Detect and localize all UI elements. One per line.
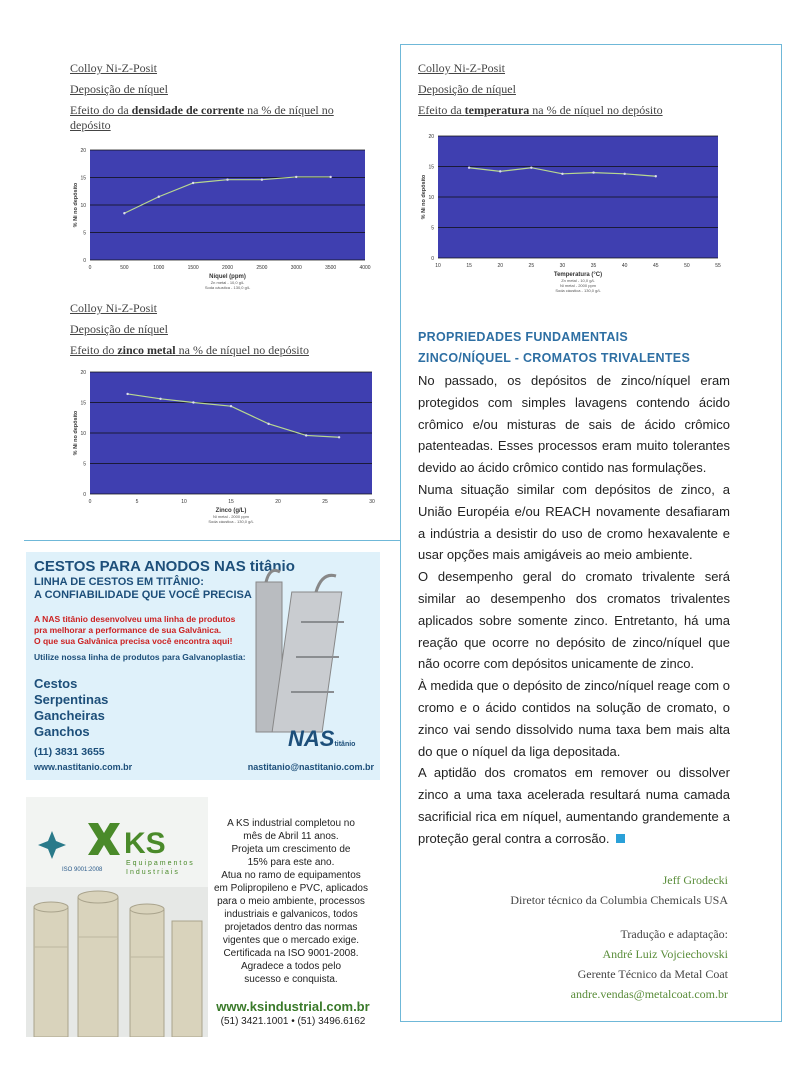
list-item: Serpentinas [34, 692, 109, 707]
x-axis-label: Temperatura (°C) [553, 272, 603, 278]
chart-2 [418, 128, 728, 305]
list-item: Gancheiras [34, 708, 105, 723]
data-point [267, 423, 269, 425]
y-tick-label: 15 [428, 164, 434, 171]
data-point [655, 175, 657, 177]
svg-text:Industriais: Industriais [126, 869, 180, 876]
chart-note: Ni metal - 2000 ppm [559, 283, 597, 288]
chart-note: Soda cáustica - 130,0 g/L [555, 288, 601, 293]
data-point [123, 212, 125, 214]
nas-website-link[interactable]: www.nastitanio.com.br [34, 762, 133, 772]
data-point [226, 179, 228, 181]
article-paragraph-5: A aptidão dos cromatos em remover ou dissolver zinco a uma taxa acelerada resultará numa camada sacrificial rica em níquel, aumentando grandemente a proteção geral contra a corrosão. [418, 765, 730, 846]
data-point [623, 173, 625, 175]
chart3-series-label: Colloy Ni-Z-Posit [70, 301, 158, 315]
article-paragraph-4: À medida que o depósito de zinco/níquel reage com o cromo e o ácido contidos na solução de cromato, o zinco vai sendo dissolvido numa taxa bem mais alta do que o níquel da liga depositada. [418, 678, 730, 759]
translation-label: Tradução e adaptação: [620, 927, 728, 941]
chart-3 [70, 364, 380, 531]
article-title-1: PROPRIEDADES FUNDAMENTAIS [418, 330, 629, 344]
chart2-effect-label: Efeito da temperatura na % de níquel no depósito [418, 103, 663, 117]
x-tick-label: 2500 [256, 265, 268, 271]
x-tick-label: 50 [684, 263, 690, 269]
x-tick-label: 15 [466, 263, 472, 269]
translator-name: André Luiz Vojciechovski [602, 947, 728, 961]
data-point [158, 196, 160, 198]
data-point [261, 179, 263, 181]
data-point [192, 401, 194, 403]
list-item: Cestos [34, 676, 78, 691]
y-tick-label: 20 [80, 148, 86, 154]
x-tick-label: 20 [275, 499, 281, 505]
x-tick-label: 40 [621, 263, 628, 269]
data-point [338, 436, 340, 438]
nas-ad-subtitle: LINHA DE CESTOS EM TITÂNIO: A CONFIABILIDADE QUE VOCÊ PRECISA [34, 576, 252, 601]
x-tick-label: 10 [181, 499, 187, 505]
ks-ad-text: A KS industrial completou no mês de Abril 11 anos. Projeta um crescimento de 15% para este ano. Atua no ramo de equipamentos em Polipropileno e PVC, aplicados para o meio ambiente, processos industriais e galvanicos, todos projetados dentro das normas vigentes que o mercado exige. Certificada na ISO 9001-2008. Agradece a todos pelo sucesso e conquista. [214, 818, 368, 985]
article-paragraph-2: Numa situação similar com depósitos de zinco, a União Européia e/ou REACH novamente desafiaram a indústria a desistir do uso de cromo hexavalente e usar opções mais amigáveis ao meio ambiente. [418, 481, 730, 563]
y-tick-label: 0 [83, 258, 86, 264]
chart-note: Soda cáustica - 130,0 g/L [208, 519, 254, 524]
y-tick-label: 15 [80, 175, 86, 182]
translator-email[interactable]: andre.vendas@metalcoat.com.br [570, 987, 728, 1001]
nas-phone: (11) 3831 3655 [34, 746, 105, 758]
article-paragraph-1: No passado, os depósitos de zinco/níquel eram protegidos com simples lavagens contendo ácido crômico e/ou misturas de sais de ácido crômico patenteadas. Esses processos eram muito tolerantes devido ao ácido crômico contido nas formulações. [418, 373, 730, 476]
y-tick-label: 10 [80, 203, 86, 209]
chart-note: Ni metal - 2000 ppm [212, 514, 250, 519]
x-tick-label: 25 [528, 263, 535, 269]
author-role: Diretor técnico da Columbia Chemicals USA [510, 893, 728, 907]
x-tick-label: 0 [88, 265, 92, 271]
chart3-deposit-label: Deposição de níquel [70, 322, 168, 336]
x-tick-label: 5 [135, 499, 139, 505]
chart2-deposit-label: Deposição de níquel [418, 82, 516, 96]
y-tick-label: 20 [428, 134, 434, 140]
data-point [159, 398, 161, 400]
y-axis-label: % Ni no depósito [73, 410, 79, 456]
nas-ad-description: A NAS titânio desenvolveu uma linha de produtos pra melhorar a performance de sua Galvânica. O que sua Galvânica precisa você encontra aqui! [34, 614, 236, 646]
ks-logo-graphic [26, 797, 208, 1037]
y-tick-label: 10 [428, 195, 434, 201]
nas-email-link[interactable]: nastitanio@nastitanio.com.br [247, 762, 374, 772]
data-point [329, 176, 331, 178]
list-item: Ganchos [34, 724, 90, 739]
basket-image [246, 562, 376, 742]
x-tick-label: 35 [590, 263, 597, 269]
y-axis-label: % Ni no depósito [73, 182, 79, 228]
data-point [468, 167, 470, 169]
y-tick-label: 0 [83, 492, 86, 498]
chart-note: Zn metal - 10,0 g/L [210, 280, 245, 285]
x-tick-label: 3500 [325, 265, 337, 271]
x-tick-label: 10 [435, 263, 441, 269]
nas-logo: NAStitânio [288, 726, 356, 751]
chart1-svg [70, 142, 380, 292]
ks-phone: (51) 3421.1001 • (51) 3496.6162 [220, 1016, 366, 1027]
nas-ad-use: Utilize nossa linha de produtos para Galvanoplastia: [34, 652, 246, 662]
chart3-effect-label: Efeito do zinco metal na % de níquel no depósito [70, 343, 309, 357]
y-tick-label: 20 [80, 370, 86, 376]
x-tick-label: 500 [120, 265, 129, 271]
x-tick-label: 45 [652, 263, 659, 269]
y-tick-label: 5 [83, 461, 86, 468]
chart2-header [418, 58, 663, 121]
y-tick-label: 15 [80, 400, 86, 407]
y-tick-label: 5 [431, 225, 434, 232]
x-tick-label: 25 [322, 499, 328, 505]
data-point [305, 434, 307, 436]
y-tick-label: 0 [431, 256, 434, 262]
chart-note: Zn metal - 10,0 g/L [561, 278, 595, 283]
chart3-svg [70, 364, 380, 526]
chart2-series-label: Colloy Ni-Z-Posit [418, 61, 506, 75]
translator-role: Gerente Técnico da Metal Coat [577, 967, 728, 981]
x-tick-label: 55 [715, 263, 721, 269]
x-tick-label: 1500 [187, 265, 199, 271]
y-tick-label: 5 [83, 230, 86, 237]
y-axis-label: % Ni no depósito [421, 174, 427, 220]
data-point [530, 167, 532, 169]
article-title-2: ZINCO/NÍQUEL - CROMATOS TRIVALENTES [418, 351, 691, 365]
x-tick-label: 20 [497, 263, 504, 269]
svg-text:ISO 9001:2008: ISO 9001:2008 [62, 867, 103, 873]
y-tick-label: 10 [80, 431, 86, 437]
ks-logo-text: KS [124, 827, 166, 860]
chart1-deposit-label: Deposição de níquel [70, 82, 168, 96]
nas-ad-title: CESTOS PARA ANODOS NAS titânio [34, 558, 295, 575]
x-axis-label: Níquel (ppm) [209, 274, 246, 280]
x-tick-label: 1000 [153, 265, 165, 271]
data-point [230, 405, 232, 407]
chart1-effect-label-2: depósito [70, 118, 111, 132]
svg-text:Equipamentos: Equipamentos [126, 860, 195, 867]
chart2-svg [418, 128, 728, 300]
data-point [295, 176, 297, 178]
ks-equipment-image [26, 797, 208, 1037]
signature-block [510, 870, 728, 1004]
chart3-header [70, 298, 309, 361]
author-name: Jeff Grodecki [662, 873, 728, 887]
ks-website-link[interactable]: www.ksindustrial.com.br [216, 999, 370, 1014]
x-tick-label: 3000 [290, 265, 302, 271]
x-tick-label: 4000 [359, 265, 371, 271]
x-tick-label: 30 [369, 499, 375, 505]
chart1-series-label: Colloy Ni-Z-Posit [70, 61, 158, 75]
data-point [561, 173, 563, 175]
chart1-header [70, 58, 334, 136]
data-point [592, 171, 594, 173]
article-paragraph-3: O desempenho geral do cromato trivalente será similar ao desempenho dos cromatos trivalentes aplicados sobre somente zinco. Entretanto, há uma reação que ocorre no depósito de zinco/níquel que não ocorre com depósitos unicamente de zinco. [418, 569, 730, 672]
article-body [418, 370, 730, 850]
x-tick-label: 0 [88, 499, 92, 505]
x-axis-label: Zinco (g/L) [215, 508, 247, 514]
end-square-icon [616, 834, 625, 843]
x-tick-label: 30 [559, 263, 566, 269]
chart1-effect-label: Efeito do da densidade de corrente na % de níquel no [70, 103, 334, 117]
nas-ad-product-list [34, 676, 108, 740]
data-point [499, 170, 501, 172]
x-tick-label: 15 [228, 499, 234, 505]
nas-advertisement[interactable] [26, 552, 380, 780]
chart-1 [70, 142, 380, 297]
ks-advertisement[interactable] [26, 797, 372, 1037]
data-point [126, 393, 128, 395]
chart-note: Soda cáustica - 130,0 g/L [204, 285, 251, 290]
x-tick-label: 2000 [221, 265, 234, 271]
data-point [192, 182, 194, 184]
